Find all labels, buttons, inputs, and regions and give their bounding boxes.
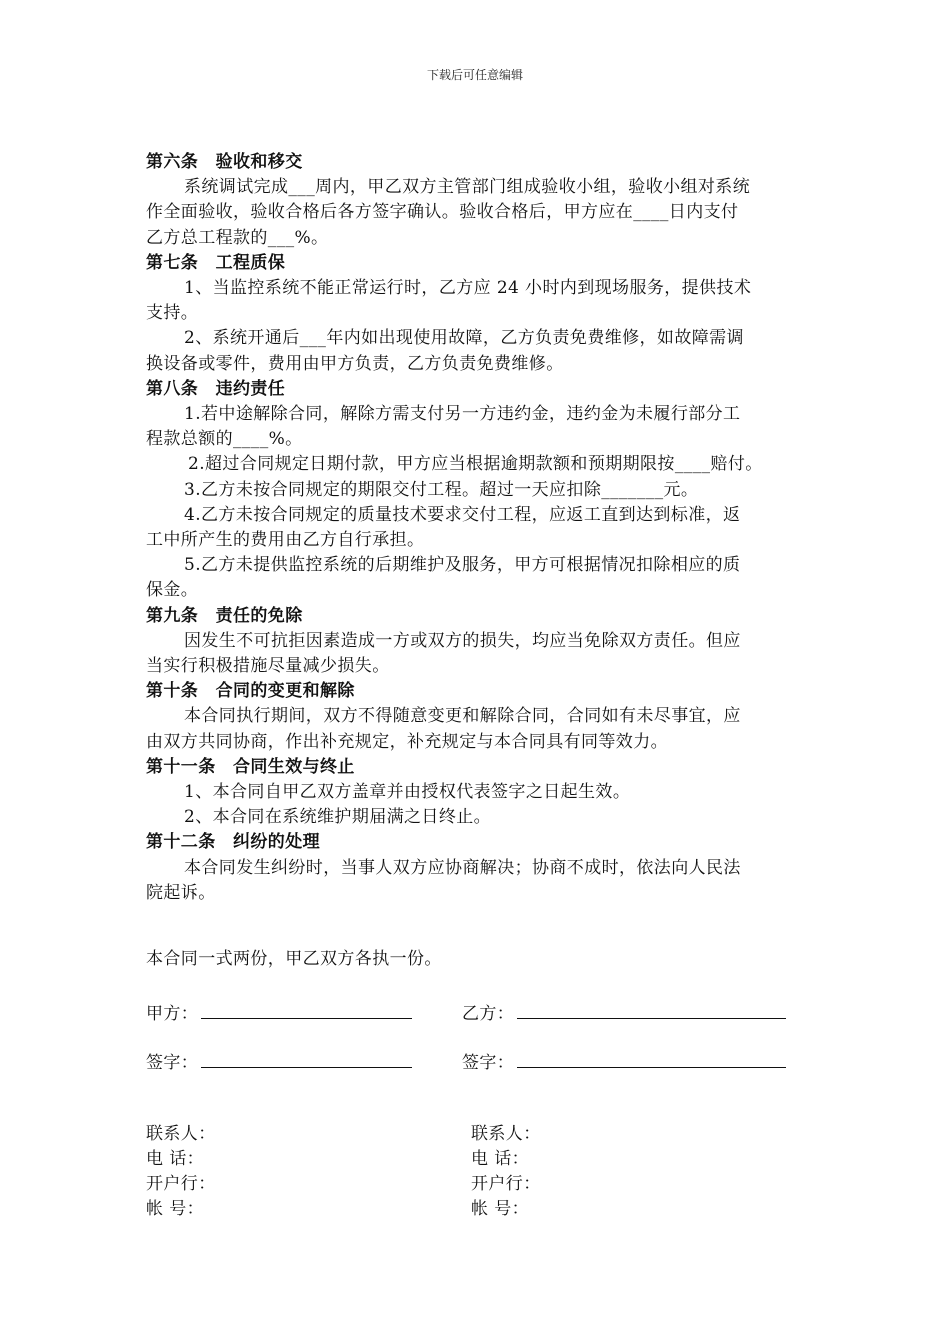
party-a-field[interactable] <box>201 1018 412 1019</box>
contract-text-line: 3.乙方未按合同规定的期限交付工程。超过一天应扣除_______元。 <box>184 479 699 500</box>
article-heading: 第六条 验收和移交 <box>146 152 303 172</box>
phone-label: 电 话： <box>471 1149 530 1169</box>
bank-label: 开户行： <box>471 1174 541 1194</box>
party-row <box>146 999 806 1023</box>
phone-label: 电 话： <box>146 1149 205 1169</box>
bank-label: 开户行： <box>146 1174 216 1194</box>
contract-text-line: 乙方总工程款的___%。 <box>146 227 329 248</box>
contract-text-line: 1、本合同自甲乙双方盖章并由授权代表签字之日起生效。 <box>184 782 631 803</box>
contact-left <box>146 1122 216 1222</box>
contract-text-line: 系统调试完成___周内，甲乙双方主管部门组成验收小组，验收小组对系统 <box>184 177 751 198</box>
contract-text-line: 本合同发生纠纷时，当事人双方应协商解决；协商不成时，依法向人民法 <box>184 857 741 878</box>
party-a-label: 甲方： <box>146 1004 199 1024</box>
contract-text-line: 支持。 <box>146 303 199 324</box>
contract-text-line: 2、本合同在系统维护期届满之日终止。 <box>184 807 492 828</box>
contract-text-line: 因发生不可抗拒因素造成一方或双方的损失，均应当免除双方责任。但应 <box>184 630 741 651</box>
signature-row <box>146 1048 806 1072</box>
article-heading: 第十条 合同的变更和解除 <box>146 681 355 702</box>
article-heading: 第九条 责任的免除 <box>146 605 303 626</box>
account-label: 帐 号： <box>471 1199 530 1219</box>
contract-text-line: 1.若中途解除合同，解除方需支付另一方违约金，违约金为未履行部分工 <box>184 404 741 425</box>
account-label: 帐 号： <box>146 1199 205 1219</box>
contract-text-line: 换设备或零件，费用由甲方负责，乙方负责免费维修。 <box>146 353 564 374</box>
sign-a-label: 签字： <box>146 1053 199 1073</box>
contract-text-line: 院起诉。 <box>146 882 216 903</box>
contact-right <box>471 1122 541 1222</box>
sign-b-label: 签字： <box>462 1053 515 1073</box>
party-b-label: 乙方： <box>462 1004 515 1024</box>
contract-text-line: 当实行积极措施尽量减少损失。 <box>146 656 390 677</box>
contract-text-line: 工中所产生的费用由乙方自行承担。 <box>146 530 425 551</box>
article-heading: 第十一条 合同生效与终止 <box>146 756 355 777</box>
contract-text-line: 本合同执行期间，双方不得随意变更和解除合同，合同如有未尽事宜，应 <box>184 706 741 727</box>
closing-statement: 本合同一式两份，甲乙双方各执一份。 <box>146 949 442 969</box>
contract-text-line: 5.乙方未提供监控系统的后期维护及服务，甲方可根据情况扣除相应的质 <box>184 555 741 576</box>
contract-text-line: 由双方共同协商，作出补充规定，补充规定与本合同具有同等效力。 <box>146 731 668 752</box>
article-heading: 第十二条 纠纷的处理 <box>146 832 320 853</box>
sign-b-field[interactable] <box>517 1067 786 1068</box>
contract-text-line: 2.超过合同规定日期付款，甲方应当根据逾期款额和预期期限按____赔付。 <box>188 454 763 475</box>
party-b-field[interactable] <box>517 1018 786 1019</box>
article-heading: 第八条 违约责任 <box>146 378 286 399</box>
page-header: 下载后可任意编辑 <box>426 68 523 82</box>
contract-text-line: 4.乙方未按合同规定的质量技术要求交付工程，应返工直到达到标准，返 <box>184 504 741 525</box>
contact-person-label: 联系人： <box>146 1124 216 1144</box>
sign-a-field[interactable] <box>201 1067 412 1068</box>
contract-text-line: 作全面验收，验收合格后各方签字确认。验收合格后，甲方应在____日内支付 <box>146 202 739 223</box>
article-heading: 第七条 工程质保 <box>146 252 286 273</box>
contract-text-line: 2、系统开通后___年内如出现使用故障，乙方负责免费维修，如故障需调 <box>184 328 744 349</box>
contact-person-label: 联系人： <box>471 1124 541 1144</box>
contract-text-line: 保金。 <box>146 580 199 601</box>
contract-text-line: 1、当监控系统不能正常运行时，乙方应 24 小时内到现场服务，提供技术 <box>184 278 752 299</box>
contract-body <box>146 150 808 906</box>
contract-text-line: 程款总额的____%。 <box>146 429 303 450</box>
